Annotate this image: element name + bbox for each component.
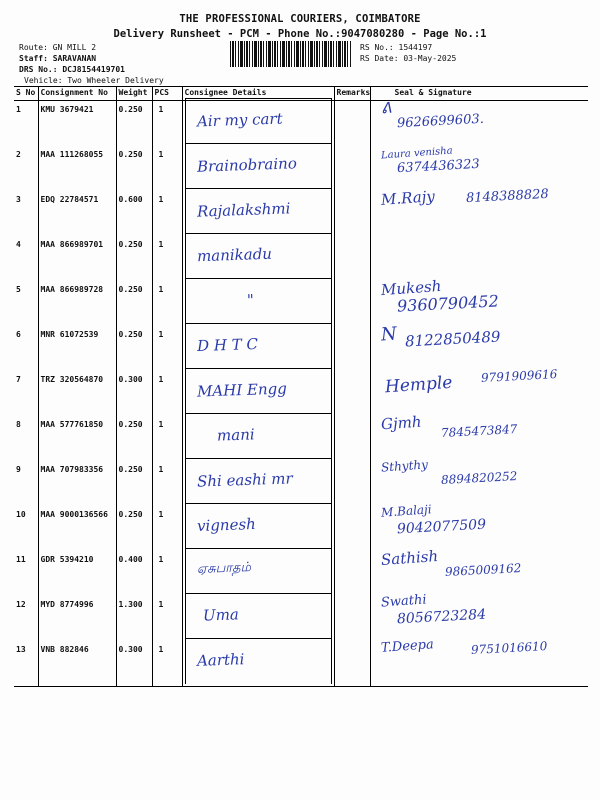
- staff-text: [19, 53, 96, 64]
- row-sno: 1: [16, 105, 21, 114]
- row-weight: 0.600: [116, 191, 152, 236]
- row-consignee: [182, 506, 334, 551]
- row-seal: [370, 146, 588, 191]
- row-consignment-no: VNB 882846: [38, 641, 116, 687]
- runsheet-title: Delivery Runsheet - PCM - Phone No.:9047080280 - Page No.:1: [113, 28, 487, 40]
- row-remarks: [334, 461, 370, 506]
- col-consignee: Consignee Details: [182, 87, 334, 101]
- signature-handwriting: M.Balaji: [380, 502, 432, 520]
- row-consignee: [182, 416, 334, 461]
- row-seal: [370, 637, 588, 687]
- row-seal: [370, 98, 588, 147]
- row-weight: 0.250: [116, 416, 152, 461]
- row-remarks: [334, 551, 370, 596]
- row-remarks: [334, 236, 370, 281]
- barcode-image: [230, 41, 352, 67]
- row-consignment-no: MAA 707983356: [38, 461, 116, 506]
- row-pcs: 1: [152, 146, 182, 191]
- row-pcs: 1: [152, 281, 182, 326]
- phone-handwriting: 6374436323: [396, 156, 480, 177]
- consignee-handwriting: Uma: [202, 605, 239, 625]
- phone-handwriting: 7845473847: [440, 422, 518, 440]
- row-sno: 3: [16, 195, 21, 204]
- row-sno: 8: [16, 420, 21, 429]
- row-consignee: [182, 146, 334, 191]
- rs-date: RS Date: 03-May-2025: [360, 54, 457, 63]
- row-consignee: [182, 326, 334, 371]
- consignee-handwriting: MAHI Engg: [196, 379, 287, 401]
- row-pcs: 1: [152, 371, 182, 416]
- row-consignee: [182, 101, 334, 147]
- row-consignment-no: MAA 866989701: [38, 236, 116, 281]
- signature-handwriting: N: [379, 323, 397, 346]
- signature-handwriting: Sthythy: [380, 457, 428, 475]
- table-row: [14, 101, 588, 147]
- row-consignment-no: GDR 5394210: [38, 551, 116, 596]
- consignee-handwriting: Air my cart: [196, 109, 283, 131]
- row-sno: 9: [16, 465, 21, 474]
- row-consignment-no: MAA 111268055: [38, 146, 116, 191]
- row-pcs: 1: [152, 551, 182, 596]
- row-pcs: 1: [152, 461, 182, 506]
- row-pcs: 1: [152, 506, 182, 551]
- row-remarks: [334, 596, 370, 641]
- row-weight: 0.250: [116, 506, 152, 551]
- row-seal: [370, 236, 588, 281]
- table-row: [14, 506, 588, 551]
- consignee-handwriting: ": [246, 290, 254, 310]
- row-consignment-no: MAA 9000136566: [38, 506, 116, 551]
- table-row: [14, 641, 588, 687]
- consignee-box: [185, 278, 332, 324]
- company-name: THE PROFESSIONAL COURIERS, COIMBATORE: [179, 13, 421, 25]
- row-sno: 4: [16, 240, 21, 249]
- row-consignee: [182, 461, 334, 506]
- route-text: Route: GN MILL 2: [19, 43, 97, 52]
- consignee-handwriting: manikadu: [196, 244, 272, 266]
- consignee-handwriting: Rajalakshmi: [196, 199, 291, 221]
- row-consignment-no: MAA 866989728: [38, 281, 116, 326]
- signature-handwriting: Mukesh: [379, 276, 442, 300]
- row-pcs: 1: [152, 416, 182, 461]
- phone-handwriting: 9626699603.: [396, 111, 484, 132]
- consignee-handwriting: mani: [216, 425, 255, 445]
- phone-handwriting: 8122850489: [404, 327, 501, 351]
- row-seal: [370, 412, 588, 461]
- row-pcs: 1: [152, 236, 182, 281]
- table-row: [14, 461, 588, 506]
- consignee-handwriting: vignesh: [196, 514, 256, 536]
- row-weight: 1.300: [116, 596, 152, 641]
- signature-handwriting: Sathish: [379, 547, 439, 569]
- phone-handwriting: 9042077509: [396, 516, 486, 538]
- phone-handwriting: 8894820252: [440, 469, 518, 487]
- signature-handwriting: Gjmh: [379, 412, 422, 434]
- col-pcs: PCS: [152, 87, 182, 101]
- row-consignment-no: MNR 61072539: [38, 326, 116, 371]
- vehicle-text: Vehicle: Two Wheeler Delivery: [24, 76, 164, 85]
- row-pcs: 1: [152, 596, 182, 641]
- col-remarks: Remarks: [334, 87, 370, 101]
- row-sno: 12: [16, 600, 26, 609]
- col-sno: S No: [14, 87, 38, 101]
- col-consignment: Consignment No: [38, 87, 116, 101]
- table-row: [14, 551, 588, 596]
- table-row: [14, 596, 588, 641]
- row-sno: 11: [16, 555, 26, 564]
- row-seal: [370, 547, 588, 596]
- row-remarks: [334, 506, 370, 551]
- consignee-handwriting: D H T C: [196, 334, 258, 356]
- row-consignee: [182, 596, 334, 641]
- row-sno: 10: [16, 510, 26, 519]
- row-seal: [370, 457, 588, 506]
- row-consignee: [182, 236, 334, 281]
- row-weight: 0.250: [116, 281, 152, 326]
- table-row: [14, 281, 588, 326]
- row-seal: [370, 502, 588, 551]
- row-remarks: [334, 146, 370, 191]
- phone-handwriting: 9751016610: [470, 639, 548, 657]
- row-consignment-no: MAA 577761850: [38, 416, 116, 461]
- row-weight: 0.250: [116, 146, 152, 191]
- row-consignee: [182, 551, 334, 596]
- row-sno: 6: [16, 330, 21, 339]
- row-consignment-no: EDQ 22784571: [38, 191, 116, 236]
- phone-handwriting: 8056723284: [396, 606, 486, 628]
- signature-handwriting: T.Deepa: [380, 637, 434, 656]
- row-consignment-no: TRZ 320564870: [38, 371, 116, 416]
- row-sno: 13: [14, 641, 38, 687]
- row-seal: [370, 186, 588, 236]
- row-sno: 7: [16, 375, 21, 384]
- row-remarks: [334, 416, 370, 461]
- consignee-handwriting: ஏசுபாதம்: [196, 560, 251, 577]
- row-sno: 5: [16, 285, 21, 294]
- row-pcs: 1: [152, 101, 182, 147]
- row-weight: 0.300: [116, 371, 152, 416]
- row-remarks: [334, 371, 370, 416]
- row-consignee: [182, 371, 334, 416]
- signature-handwriting: Hemple: [383, 372, 453, 398]
- signature-handwriting: Swathi: [380, 592, 427, 611]
- row-seal: [370, 592, 588, 641]
- drs-number: DRS No.: DCJ8154419701: [19, 65, 125, 74]
- row-weight: 0.250: [116, 101, 152, 147]
- row-pcs: 1: [152, 326, 182, 371]
- row-consignee: [182, 641, 334, 687]
- row-consignee: [182, 191, 334, 236]
- phone-handwriting: 9791909616: [480, 367, 558, 385]
- consignee-handwriting: Brainobraino: [196, 154, 297, 176]
- phone-handwriting: 9865009162: [444, 561, 522, 579]
- row-sno: 2: [16, 150, 21, 159]
- table-row: [14, 236, 588, 281]
- table-row: [14, 371, 588, 416]
- table-row: [14, 191, 588, 236]
- consignee-box: [185, 413, 332, 459]
- table-row: [14, 326, 588, 371]
- row-pcs: 1: [152, 191, 182, 236]
- row-seal: [370, 323, 588, 371]
- delivery-table: [14, 86, 588, 687]
- row-remarks: [334, 101, 370, 147]
- staff-name: SARAVANAN: [52, 54, 97, 63]
- row-remarks: [334, 641, 370, 687]
- consignee-handwriting: Shi eashi mr: [196, 469, 293, 491]
- table-row: [14, 416, 588, 461]
- row-consignment-no: MYD 8774996: [38, 596, 116, 641]
- col-weight: Weight: [116, 87, 152, 101]
- staff-label: Staff:: [19, 54, 48, 63]
- phone-handwriting: 8148388828: [465, 186, 549, 207]
- table-row: [14, 146, 588, 191]
- rs-number: RS No.: 1544197: [360, 43, 433, 52]
- signature-handwriting: Laura venisha: [380, 145, 453, 162]
- row-pcs: 1: [152, 641, 182, 687]
- row-consignment-no: KMU 3679421: [38, 101, 116, 147]
- row-weight: 0.250: [116, 326, 152, 371]
- row-remarks: [334, 191, 370, 236]
- row-weight: 0.300: [116, 641, 152, 687]
- col-seal-signature: Seal & Signature: [370, 87, 588, 101]
- row-consignee: [182, 281, 334, 326]
- row-remarks: [334, 326, 370, 371]
- row-seal: [370, 367, 588, 416]
- signature-handwriting: ᕕ: [379, 98, 392, 118]
- signature-handwriting: M.Rajy: [379, 187, 435, 209]
- row-remarks: [334, 281, 370, 326]
- phone-handwriting: 9360790452: [396, 291, 499, 316]
- row-weight: 0.400: [116, 551, 152, 596]
- row-weight: 0.250: [116, 461, 152, 506]
- row-seal: [370, 276, 588, 326]
- consignee-handwriting: Aarthi: [196, 650, 245, 670]
- row-weight: 0.250: [116, 236, 152, 281]
